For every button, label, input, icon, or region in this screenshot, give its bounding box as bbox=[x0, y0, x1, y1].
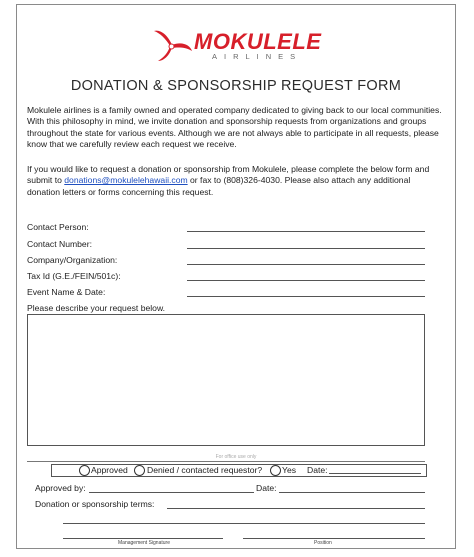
contact-person-line[interactable] bbox=[187, 231, 425, 232]
approved-by-line[interactable] bbox=[89, 492, 254, 493]
tax-id-line[interactable] bbox=[187, 280, 425, 281]
contact-person-label: Contact Person: bbox=[27, 222, 89, 232]
yes-radio[interactable] bbox=[270, 465, 281, 476]
denied-radio[interactable] bbox=[134, 465, 145, 476]
event-name-date-line[interactable] bbox=[187, 296, 425, 297]
signature-caption: Management Signature bbox=[118, 540, 170, 546]
terms-line-2[interactable] bbox=[63, 523, 425, 524]
brand-subtitle: AIRLINES bbox=[212, 52, 303, 61]
company-organization-field[interactable] bbox=[27, 255, 425, 267]
company-organization-label: Company/Organization: bbox=[27, 255, 118, 265]
instructions-text-after: or fax to (808)326-4030. Please also attach any additional donation letters or forms concerning this request. bbox=[27, 175, 411, 197]
brand-name: MOKULELE bbox=[194, 29, 322, 54]
contact-person-field[interactable] bbox=[27, 222, 425, 234]
denied-label: Denied / contacted requestor? bbox=[147, 465, 263, 475]
contact-number-field[interactable] bbox=[27, 239, 425, 251]
approved-date-label: Date: bbox=[256, 483, 277, 493]
company-organization-line[interactable] bbox=[187, 264, 425, 265]
office-divider bbox=[27, 461, 425, 462]
form-title: DONATION & SPONSORSHIP REQUEST FORM bbox=[70, 78, 402, 94]
approved-label: Approved bbox=[91, 465, 128, 475]
event-name-date-label: Event Name & Date: bbox=[27, 287, 106, 297]
description-textarea[interactable] bbox=[27, 314, 425, 446]
contact-number-line[interactable] bbox=[187, 248, 425, 249]
description-label: Please describe your request below. bbox=[27, 303, 166, 313]
contact-number-label: Contact Number: bbox=[27, 239, 92, 249]
tax-id-field[interactable] bbox=[27, 271, 425, 283]
yes-label: Yes bbox=[282, 465, 297, 475]
signature-line[interactable] bbox=[63, 538, 223, 539]
instructions-paragraph bbox=[27, 164, 445, 198]
status-date-line[interactable] bbox=[329, 473, 421, 474]
brand-logo bbox=[150, 27, 330, 67]
donations-email-link[interactable]: donations@mokulelehawaii.com bbox=[64, 175, 188, 186]
event-name-date-field[interactable] bbox=[27, 287, 425, 299]
instructions-text-before: If you would like to request a donation or sponsorship from Mokulele, please complete the below form and submit to bbox=[27, 164, 430, 186]
position-line[interactable] bbox=[243, 538, 425, 539]
position-caption: Position bbox=[314, 540, 332, 546]
approved-by-label: Approved by: bbox=[35, 483, 86, 493]
propeller-logo-icon bbox=[150, 27, 194, 65]
status-date-label: Date: bbox=[307, 465, 328, 475]
terms-line-1[interactable] bbox=[167, 508, 425, 509]
intro-paragraph: Mokulele airlines is a family owned and operated company dedicated to giving back to our local communities. With this philosophy in mind, we invite donation and sponsorship requests from organizations and groups throughout the state for various events. Although we are not always able to participate in all requests, please know that we carefully review each request we receive. bbox=[27, 105, 442, 149]
terms-label: Donation or sponsorship terms: bbox=[35, 499, 155, 509]
approved-date-line[interactable] bbox=[279, 492, 425, 493]
tax-id-label: Tax Id (G.E./FEIN/501c): bbox=[27, 271, 121, 281]
office-use-label: For office use only bbox=[215, 454, 257, 460]
approved-radio[interactable] bbox=[79, 465, 90, 476]
form-page bbox=[16, 4, 456, 549]
